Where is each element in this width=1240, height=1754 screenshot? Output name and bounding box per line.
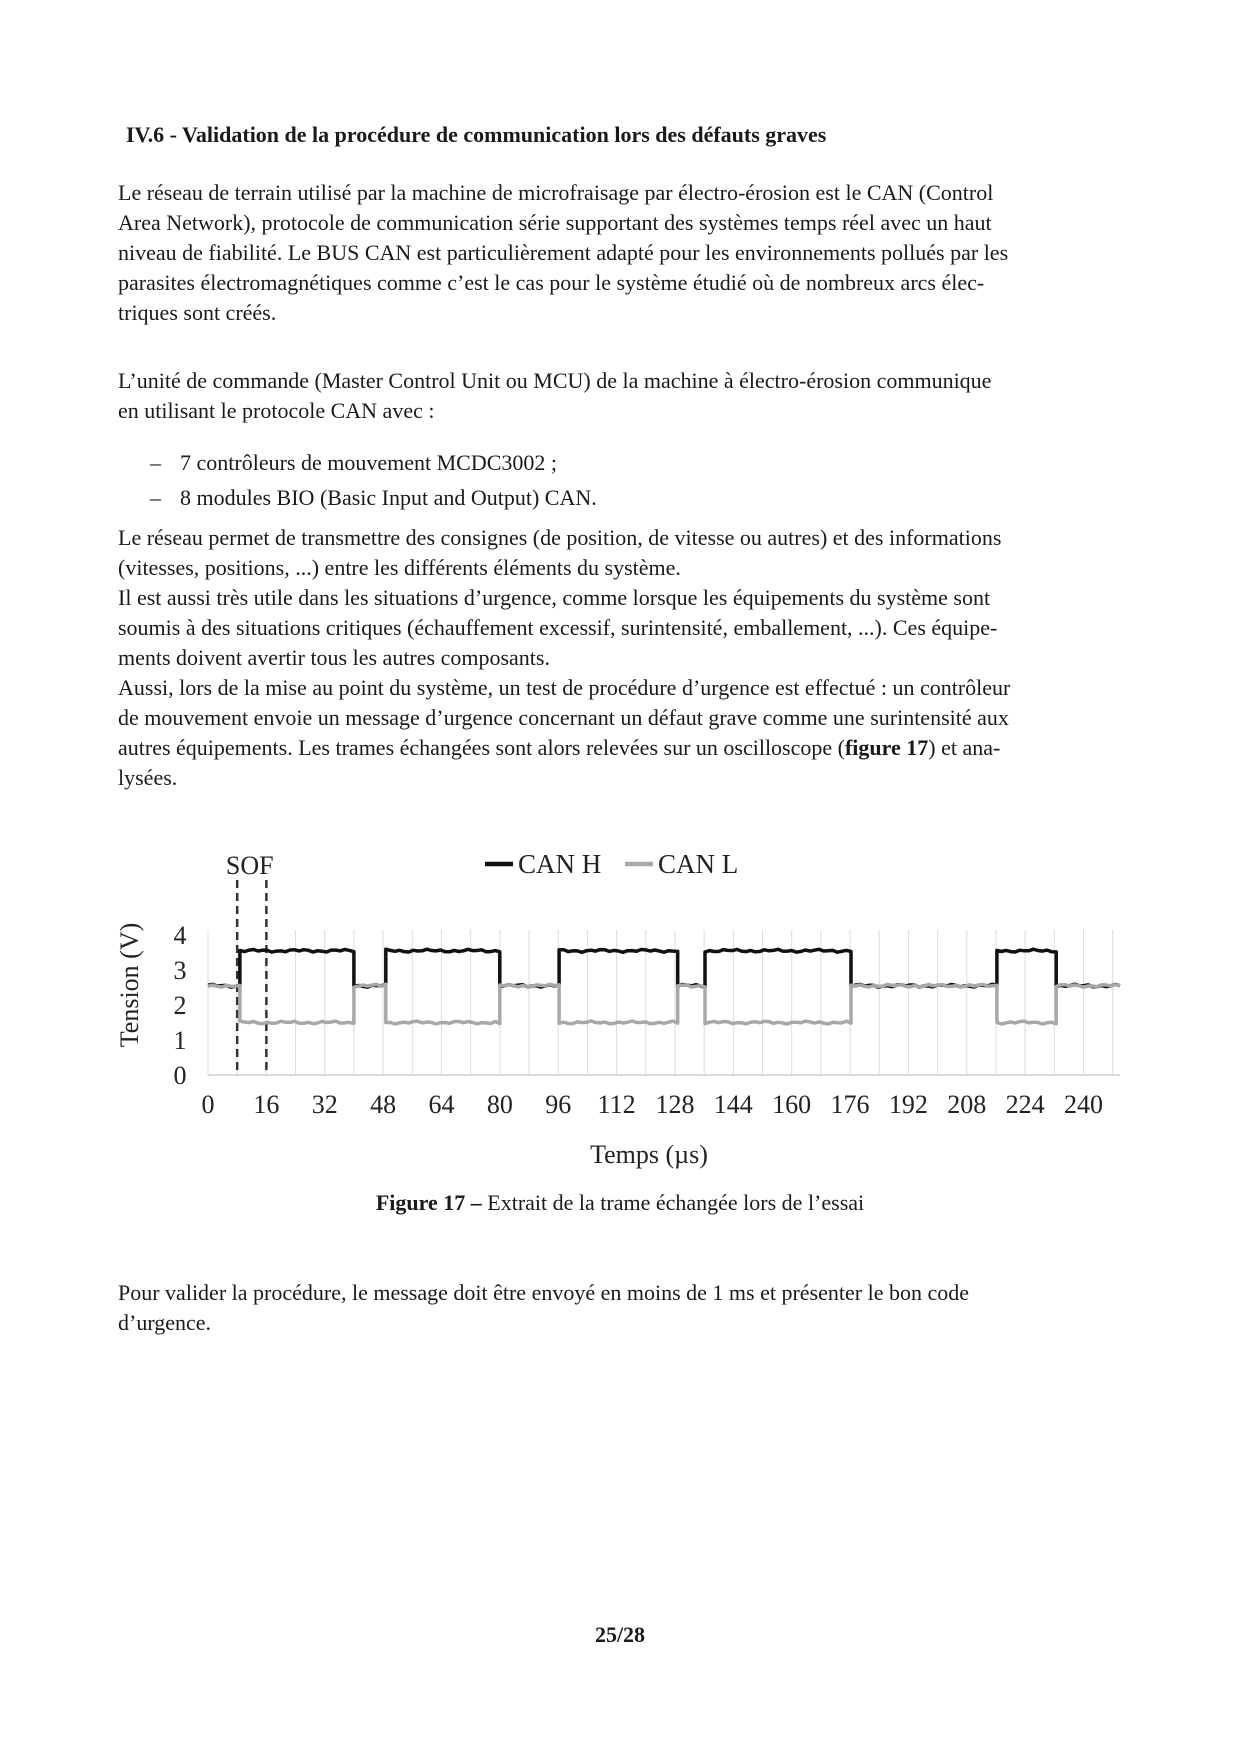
page-number: 25/28 (594, 1622, 646, 1647)
text-line: de mouvement envoie un message d’urgence concernant un défaut grave comme une surintensité aux (118, 705, 1009, 730)
paragraph-mcu (118, 366, 1128, 426)
y-tick-label: 3 (173, 956, 187, 985)
y-tick-label: 4 (173, 921, 187, 950)
x-tick-label: 16 (253, 1090, 280, 1119)
x-tick-label: 32 (311, 1090, 338, 1119)
list-item-text: 7 contrôleurs de mouvement MCDC3002 ; (180, 450, 558, 475)
caption-label: Figure 17 – (375, 1190, 482, 1215)
list-item-text: 8 modules BIO (Basic Input and Output) CAN. (180, 485, 597, 510)
text-line: niveau de fiabilité. Le BUS CAN est particulièrement adapté pour les environnements pollués par les (118, 240, 1009, 265)
y-tick-label: 1 (173, 1026, 187, 1055)
text-line: Le réseau de terrain utilisé par la machine de microfraisage par électro-érosion est le CAN (Control (118, 180, 994, 205)
list-dash: – (150, 485, 161, 510)
legend-label: CAN L (658, 849, 739, 879)
x-tick-label: 64 (428, 1090, 455, 1119)
x-tick-label: 96 (545, 1090, 572, 1119)
y-axis-label: Tension (V) (115, 922, 144, 1048)
section-heading: IV.6 - Validation de la procédure de communication lors des défauts graves (126, 122, 827, 147)
text-line: parasites électromagnétiques comme c’est le cas pour le système étudié où de nombreux arcs élec- (118, 270, 985, 295)
x-tick-label: 80 (486, 1090, 513, 1119)
figure-reference: figure 17 (844, 735, 929, 760)
x-tick-label: 48 (370, 1090, 397, 1119)
text-line (118, 733, 1128, 763)
text-segment: ) et ana- (928, 735, 1001, 760)
x-tick-label: 224 (1005, 1090, 1045, 1119)
paragraph-validation (118, 1278, 1128, 1338)
x-tick-label: 128 (655, 1090, 695, 1119)
x-tick-label: 192 (888, 1090, 928, 1119)
text-line: Le réseau permet de transmettre des consignes (de position, de vitesse ou autres) et des informations (118, 525, 1002, 550)
x-tick-label: 144 (713, 1090, 753, 1119)
text-line: L’unité de commande (Master Control Unit ou MCU) de la machine à électro-érosion communique (118, 368, 992, 393)
device-list (150, 445, 597, 515)
text-line: triques sont créés. (118, 300, 277, 325)
text-line: Pour valider la procédure, le message doit être envoyé en moins de 1 ms et présenter le bon code (118, 1280, 969, 1305)
text-line: en utilisant le protocole CAN avec : (118, 398, 435, 423)
x-tick-label: 0 (201, 1090, 215, 1119)
series-line-can-l (208, 984, 1120, 1024)
text-line: Aussi, lors de la mise au point du système, un test de procédure d’urgence est effectué : un contrôleur (118, 675, 1011, 700)
text-line: d’urgence. (118, 1310, 212, 1335)
list-dash: – (150, 450, 161, 475)
figure-caption (0, 1188, 1240, 1218)
x-tick-label: 176 (830, 1090, 870, 1119)
text-line: ments doivent avertir tous les autres composants. (118, 645, 550, 670)
paragraph-can-network (118, 178, 1128, 328)
y-tick-label: 2 (173, 991, 187, 1020)
chart-legend (485, 849, 738, 879)
text-line: Il est aussi très utile dans les situations d’urgence, comme lorsque les équipements du système sont (118, 585, 991, 610)
sof-marker (226, 851, 274, 1075)
text-line: lysées. (118, 765, 178, 790)
x-tick-label: 208 (947, 1090, 987, 1119)
can-signal-chart (100, 840, 1140, 1180)
sof-label: SOF (225, 851, 274, 880)
x-tick-label: 240 (1064, 1090, 1104, 1119)
list-item (150, 480, 597, 515)
series-line-can-h (208, 949, 1120, 987)
text-line: Area Network), protocole de communication série supportant des systèmes temps réel avec un haut (118, 210, 992, 235)
text-line: (vitesses, positions, ...) entre les différents éléments du système. (118, 555, 681, 580)
legend-label: CAN H (518, 849, 602, 879)
x-tick-label: 160 (772, 1090, 812, 1119)
list-item (150, 445, 597, 480)
paragraph-network-role (118, 523, 1128, 793)
text-line: soumis à des situations critiques (échauffement excessif, surintensité, emballement, ...). Ces équipe- (118, 615, 998, 640)
x-axis-label: Temps (µs) (590, 1140, 708, 1169)
chart-series (208, 949, 1120, 1024)
text-segment: autres équipements. Les trames échangées sont alors relevées sur un oscilloscope ( (118, 735, 845, 760)
y-tick-label: 0 (173, 1061, 187, 1090)
figure-17 (100, 840, 1140, 1180)
x-tick-label: 112 (597, 1090, 636, 1119)
caption-text: Extrait de la trame échangée lors de l’essai (481, 1190, 865, 1215)
